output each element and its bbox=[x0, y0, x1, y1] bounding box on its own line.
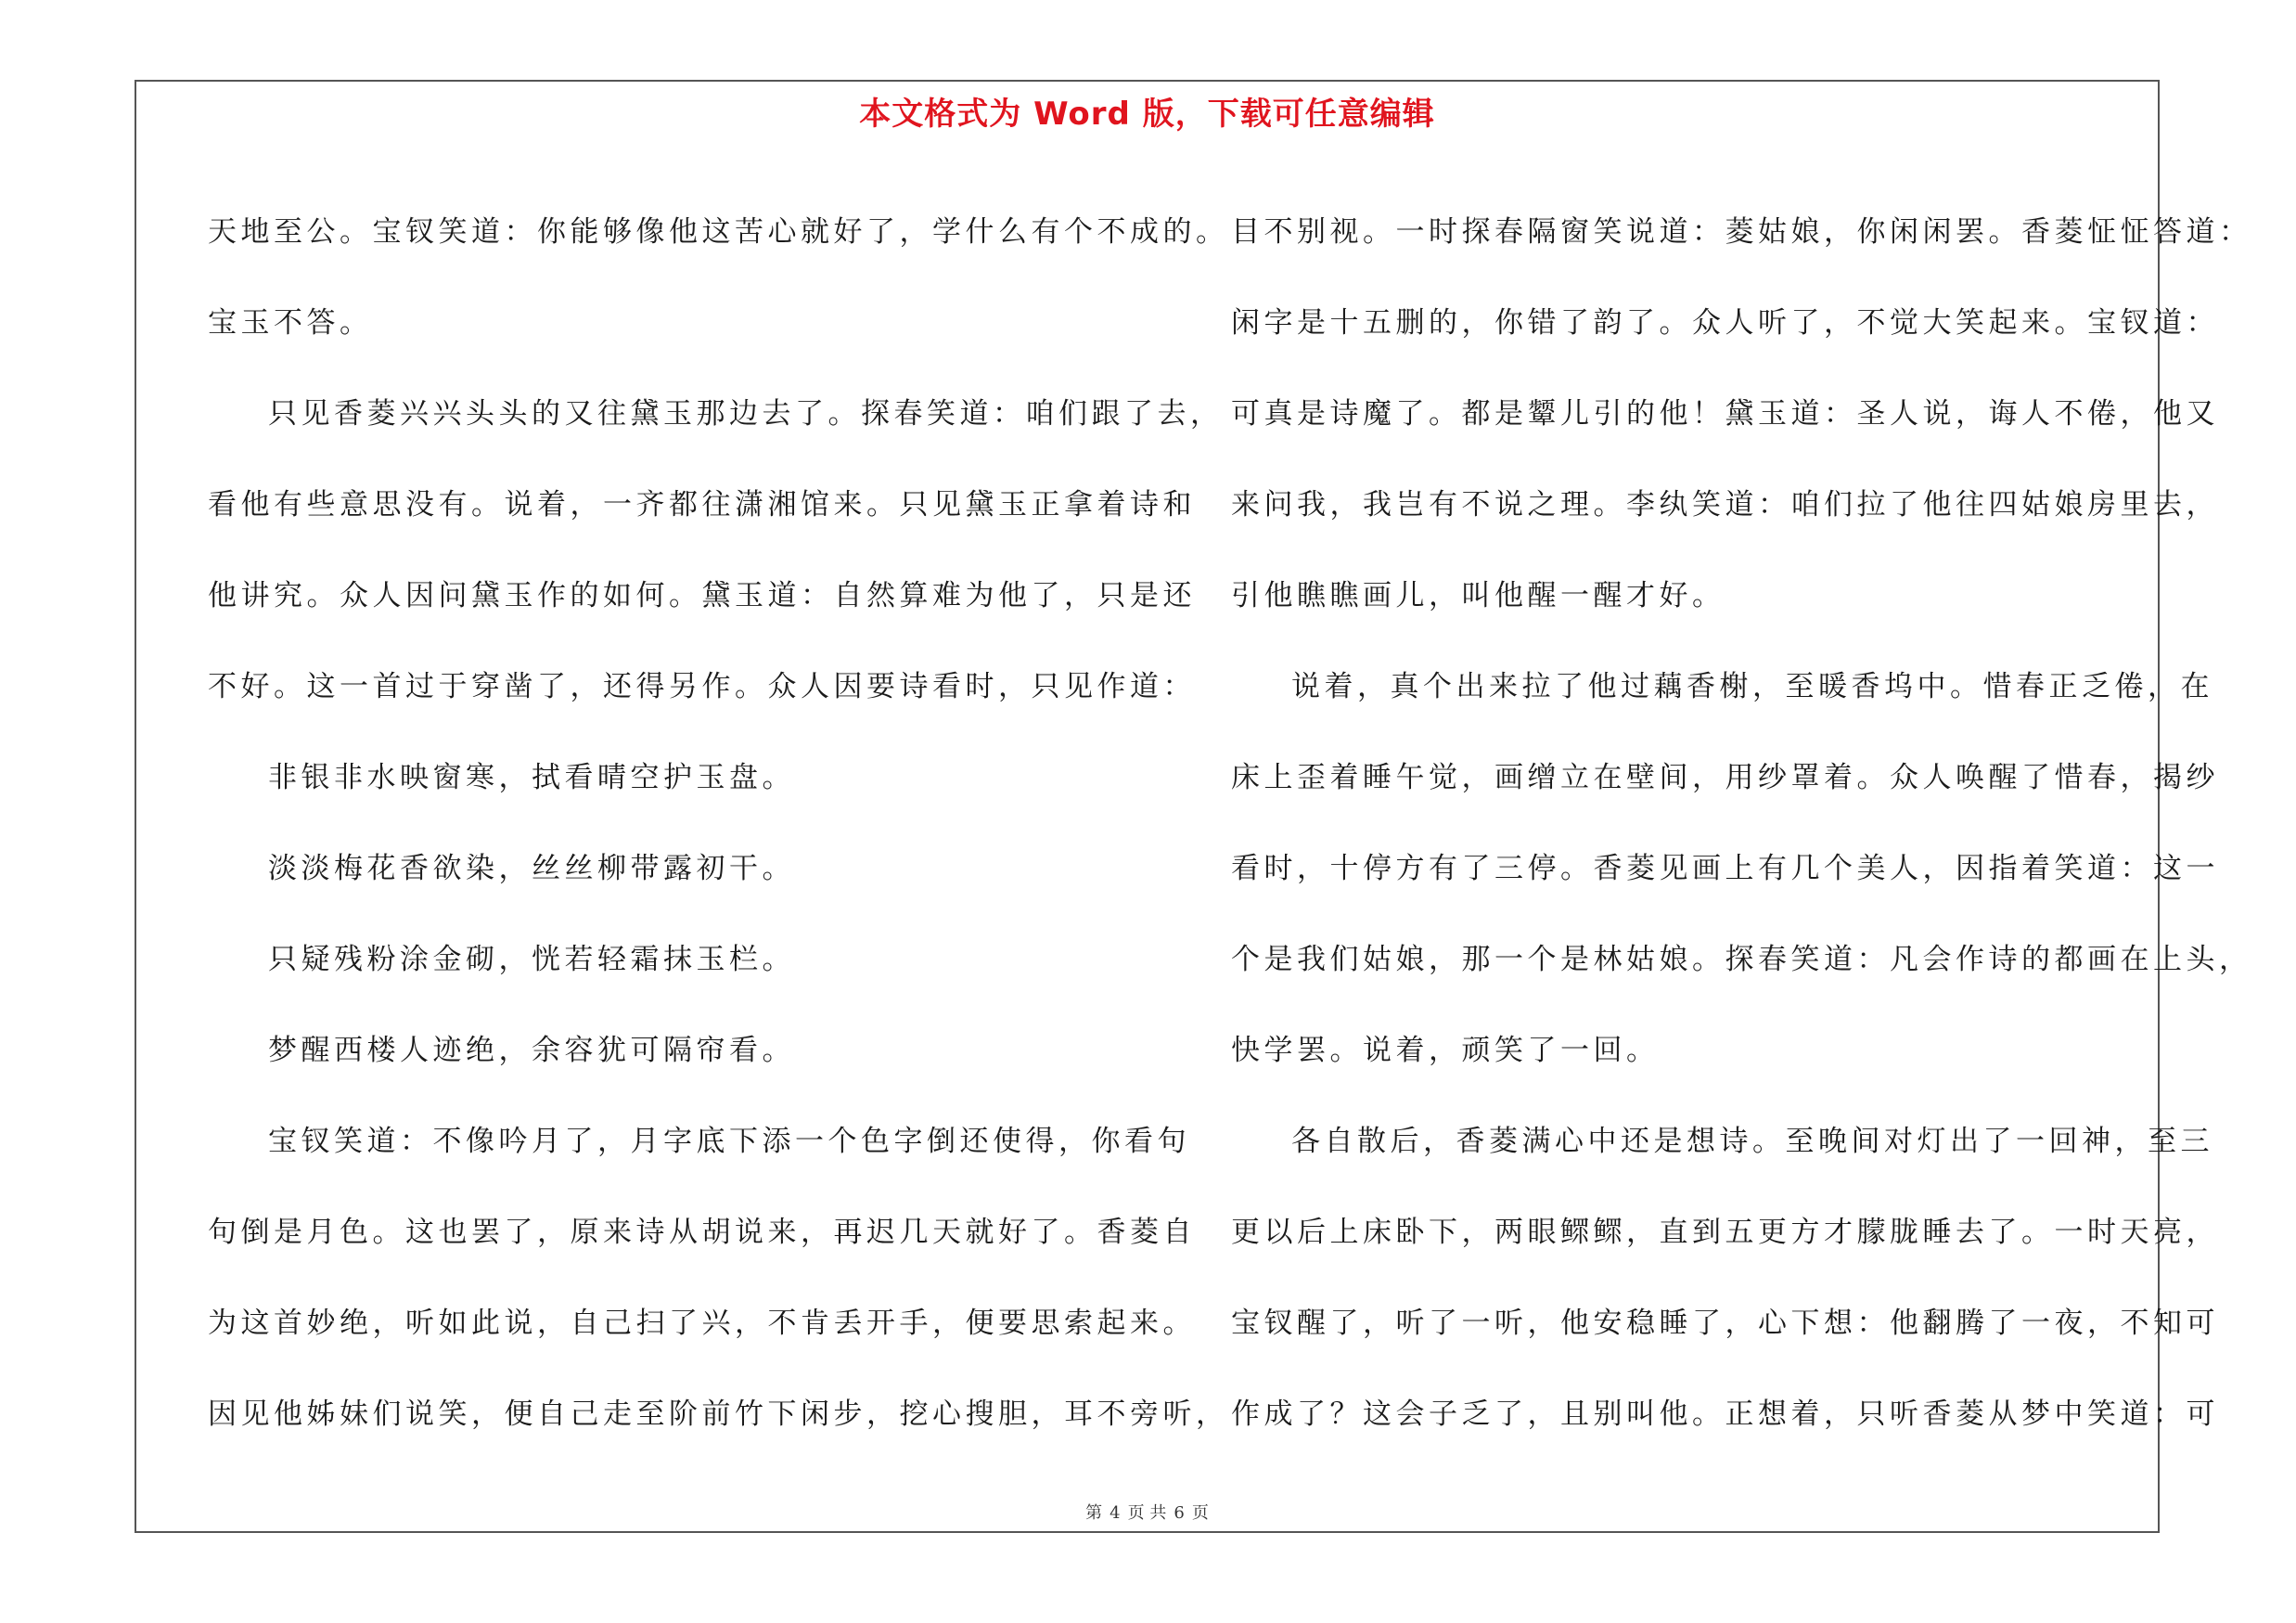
text-line: 句倒是月色。这也罢了，原来诗从胡说来，再迟几天就好了。香菱自 bbox=[208, 1216, 1196, 1249]
text-line: 他讲究。众人因问黛玉作的如何。黛玉道：自然算难为他了，只是还 bbox=[208, 579, 1196, 612]
document-banner: 本文格式为 Word 版，下载可任意编辑 bbox=[859, 96, 1435, 133]
footer-total-pages: 6 bbox=[1174, 1503, 1185, 1523]
text-line: 宝玉不答。 bbox=[208, 306, 373, 340]
footer-suffix: 页 bbox=[1191, 1503, 1209, 1523]
text-line: 引他瞧瞧画儿，叫他醒一醒才好。 bbox=[1231, 579, 1725, 612]
text-line: 看他有些意思没有。说着，一齐都往潇湘馆来。只见黛玉正拿着诗和 bbox=[208, 488, 1196, 522]
text-line: 目不别视。一时探春隔窗笑说道：菱姑娘，你闲闲罢。香菱怔怔答道： bbox=[1231, 215, 2252, 249]
text-line: 说着，真个出来拉了他过藕香榭，至暖香坞中。惜春正乏倦，在 bbox=[1291, 670, 2213, 703]
text-line: 宝钗醒了，听了一听，他安稳睡了，心下想：他翻腾了一夜，不知可 bbox=[1231, 1307, 2219, 1340]
text-line: 作成了？这会子乏了，且别叫他。正想着，只听香菱从梦中笑道：可 bbox=[1231, 1398, 2219, 1431]
text-line: 更以后上床卧下，两眼鳏鳏，直到五更方才朦胧睡去了。一时天亮， bbox=[1231, 1216, 2219, 1249]
text-line: 不好。这一首过于穿凿了，还得另作。众人因要诗看时，只见作道： bbox=[208, 670, 1196, 703]
text-line: 只见香菱兴兴头头的又往黛玉那边去了。探春笑道：咱们跟了去， bbox=[268, 397, 1224, 431]
text-line: 因见他姊妹们说笑，便自己走至阶前竹下闲步，挖心搜胆，耳不旁听， bbox=[208, 1398, 1229, 1431]
left-column bbox=[208, 187, 1229, 1460]
footer-prefix: 第 bbox=[1085, 1503, 1103, 1523]
text-line: 个是我们姑娘，那一个是林姑娘。探春笑道：凡会作诗的都画在上头， bbox=[1231, 943, 2252, 976]
text-line: 看时，十停方有了三停。香菱见画上有几个美人，因指着笑道：这一 bbox=[1231, 852, 2219, 885]
text-line: 为这首妙绝，听如此说，自己扫了兴，不肯丢开手，便要思索起来。 bbox=[208, 1307, 1196, 1340]
text-line: 梦醒西楼人迹绝，余容犹可隔帘看。 bbox=[268, 1034, 795, 1067]
text-line: 非银非水映窗寒，拭看晴空护玉盘。 bbox=[268, 761, 795, 794]
text-line: 来问我，我岂有不说之理。李纨笑道：咱们拉了他往四姑娘房里去， bbox=[1231, 488, 2219, 522]
text-line: 天地至公。宝钗笑道：你能够像他这苦心就好了，学什么有个不成的。 bbox=[208, 215, 1229, 249]
footer-page-number: 4 bbox=[1110, 1503, 1121, 1523]
page-footer bbox=[136, 1500, 2158, 1527]
text-line: 宝钗笑道：不像吟月了，月字底下添一个色字倒还使得，你看句 bbox=[268, 1125, 1190, 1158]
text-line: 床上歪着睡午觉，画缯立在壁间，用纱罩着。众人唤醒了惜春，揭纱 bbox=[1231, 761, 2219, 794]
text-line: 各自散后，香菱满心中还是想诗。至晚间对灯出了一回神，至三 bbox=[1291, 1125, 2213, 1158]
text-line: 只疑残粉涂金砌，恍若轻霜抹玉栏。 bbox=[268, 943, 795, 976]
text-line: 淡淡梅花香欲染，丝丝柳带露初干。 bbox=[268, 852, 795, 885]
page-frame bbox=[135, 80, 2252, 1533]
right-column bbox=[1231, 187, 2252, 1460]
footer-mid: 页 共 bbox=[1127, 1503, 1167, 1523]
text-line: 闲字是十五删的，你错了韵了。众人听了，不觉大笑起来。宝钗道： bbox=[1231, 306, 2219, 340]
text-line: 快学罢。说着，顽笑了一回。 bbox=[1231, 1034, 1660, 1067]
text-line: 可真是诗魔了。都是颦儿引的他！黛玉道：圣人说，诲人不倦，他又 bbox=[1231, 397, 2219, 431]
